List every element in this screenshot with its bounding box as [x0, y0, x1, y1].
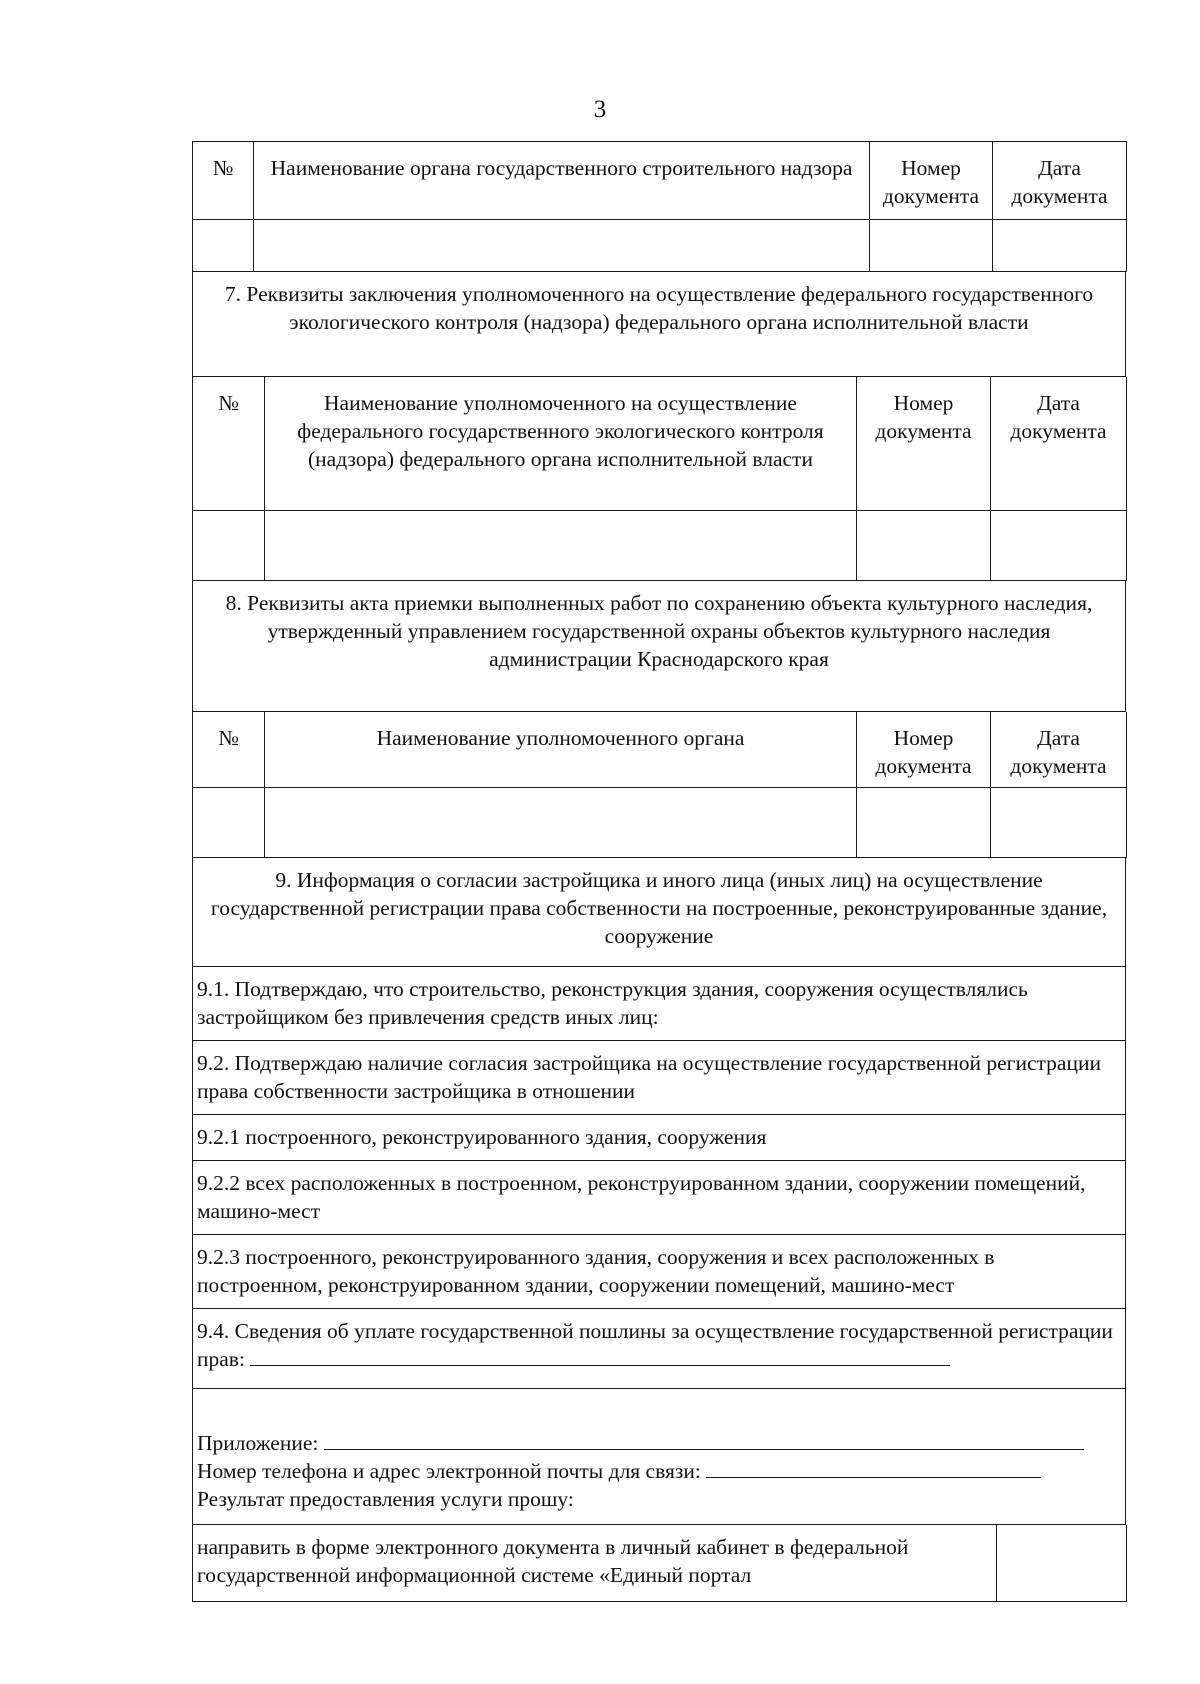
- num-cell[interactable]: [193, 511, 265, 581]
- table-row: [193, 220, 1127, 272]
- table-header-row: [193, 377, 1127, 511]
- page-number: 3: [593, 96, 607, 123]
- attachment-label: Приложение:: [197, 1431, 319, 1455]
- item-9-2-1: 9.2.1 построенного, реконструированного здания, сооружения: [193, 1115, 1126, 1161]
- section-9-title: 9. Информация о согласии застройщика и иного лица (иных лиц) на осуществление государственной регистрации права собственности на построенные, реконструированные здание, сооружение: [193, 858, 1126, 966]
- doc-number-header: Номер документа: [857, 712, 991, 788]
- section-8-title: 8. Реквизиты акта приемки выполненных работ по сохранению объекта культурного наследия, утвержденный управлением государственной охраны объектов культурного наследия администрации Краснодарского края: [193, 581, 1126, 711]
- item-9-2-3: 9.2.3 построенного, реконструированного здания, сооружения и всех расположенных в построенном, реконструированном здании, сооружении помещений, машино-мест: [193, 1235, 1126, 1309]
- doc-number-header: Номер документа: [870, 142, 993, 220]
- doc-number-cell[interactable]: [857, 511, 991, 581]
- attachment-input-line[interactable]: [324, 1429, 1084, 1450]
- ecological-control-table: [192, 377, 1127, 582]
- item-9-2: 9.2. Подтверждаю наличие согласия застройщика на осуществление государственной регистрации права собственности застройщика в отношении: [193, 1041, 1126, 1115]
- attachments-cell: [193, 1389, 1126, 1525]
- cultural-heritage-table: [192, 712, 1127, 859]
- result-label: Результат предоставления услуги прошу:: [197, 1487, 574, 1511]
- table-header-row: [193, 712, 1127, 788]
- fee-input-line[interactable]: [250, 1345, 950, 1366]
- doc-date-cell[interactable]: [991, 788, 1127, 858]
- doc-number-cell[interactable]: [870, 220, 993, 272]
- doc-date-header: Дата документа: [993, 142, 1127, 220]
- application-form: [192, 141, 1126, 1602]
- section-8-title-table: [192, 581, 1126, 712]
- table-row: [193, 788, 1127, 858]
- construction-supervision-table: [192, 141, 1127, 272]
- result-option-text: направить в форме электронного документа в личный кабинет в федеральной государственной информационной системе «Единый портал: [193, 1525, 997, 1601]
- doc-number-cell[interactable]: [857, 788, 991, 858]
- name-cell[interactable]: [265, 788, 857, 858]
- contacts-label: Номер телефона и адрес электронной почты для связи:: [197, 1459, 701, 1483]
- section-7-title-table: [192, 272, 1126, 377]
- num-cell[interactable]: [193, 220, 254, 272]
- doc-date-cell[interactable]: [993, 220, 1127, 272]
- item-9-2-2: 9.2.2 всех расположенных в построенном, реконструированном здании, сооружении помещений, машино-мест: [193, 1161, 1126, 1235]
- doc-date-header: Дата документа: [991, 712, 1127, 788]
- fee-info-cell: [193, 1309, 1126, 1389]
- doc-number-header: Номер документа: [857, 377, 991, 511]
- name-header: Наименование уполномоченного органа: [265, 712, 857, 788]
- doc-date-cell[interactable]: [991, 511, 1127, 581]
- name-cell[interactable]: [254, 220, 870, 272]
- num-header: №: [193, 142, 254, 220]
- num-header: №: [193, 712, 265, 788]
- name-cell[interactable]: [265, 511, 857, 581]
- contacts-input-line[interactable]: [706, 1457, 1041, 1478]
- section-7-title: 7. Реквизиты заключения уполномоченного на осуществление федерального государственного экологического контроля (надзора) федерального органа исполнительной власти: [193, 272, 1126, 376]
- table-header-row: [193, 142, 1127, 220]
- num-cell[interactable]: [193, 788, 265, 858]
- name-header: Наименование органа государственного строительного надзора: [254, 142, 870, 220]
- table-row: [193, 511, 1127, 581]
- result-options-table: [192, 1525, 1127, 1602]
- doc-date-header: Дата документа: [991, 377, 1127, 511]
- name-header: Наименование уполномоченного на осуществление федерального государственного экологического контроля (надзора) федерального органа исполнительной власти: [265, 377, 857, 511]
- consent-items-table: [192, 967, 1126, 1526]
- fee-label: 9.4. Сведения об уплате государственной пошлины за осуществление государственной регистрации прав:: [197, 1319, 1113, 1371]
- num-header: №: [193, 377, 265, 511]
- item-9-1: 9.1. Подтверждаю, что строительство, реконструкция здания, сооружения осуществлялись застройщиком без привлечения средств иных лиц:: [193, 967, 1126, 1041]
- section-9-title-table: [192, 858, 1126, 967]
- result-option-checkbox[interactable]: [997, 1525, 1127, 1601]
